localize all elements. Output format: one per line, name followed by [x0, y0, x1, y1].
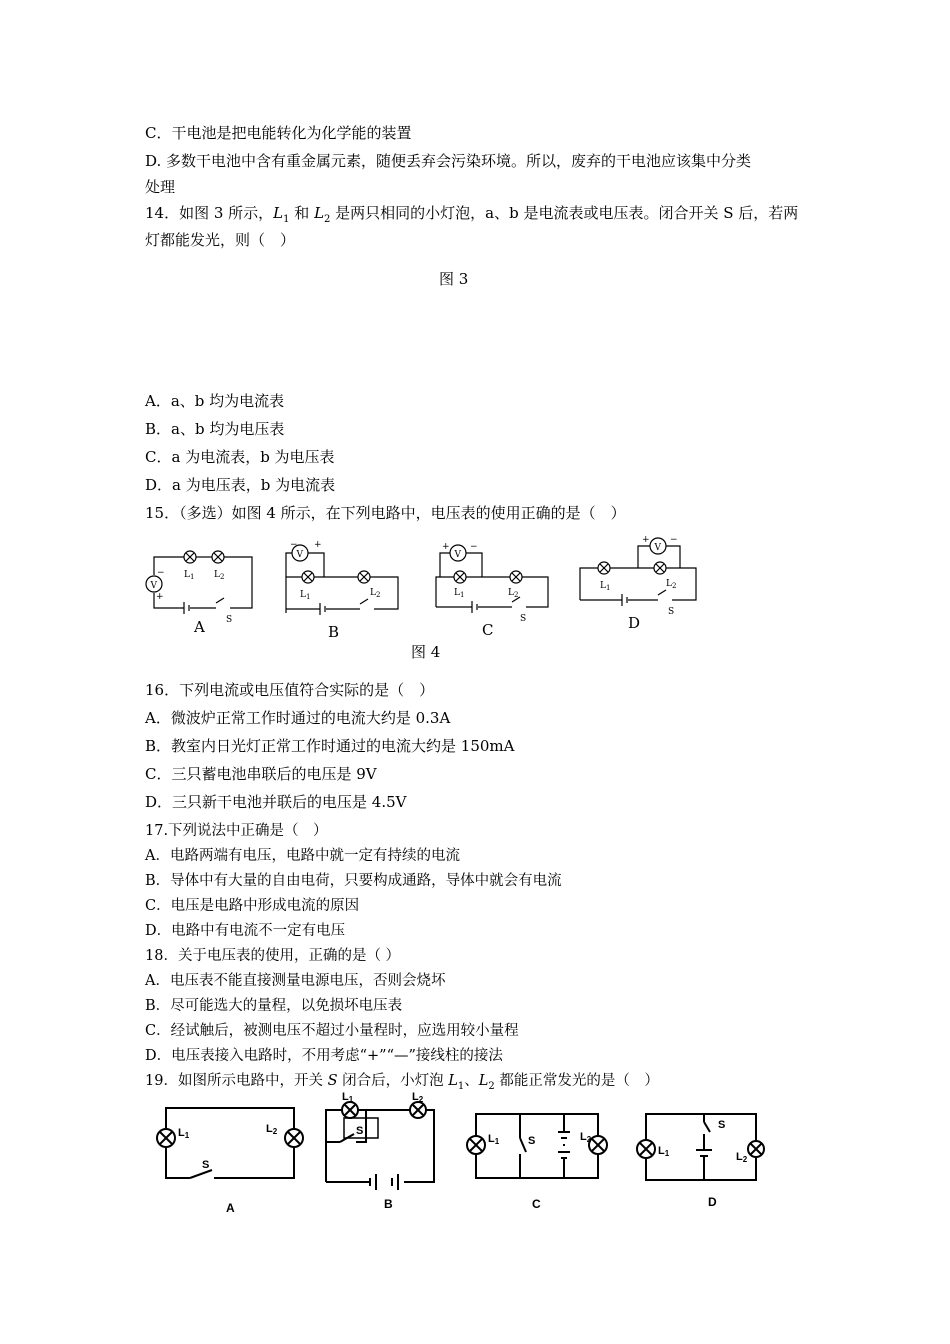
q17-option-b: B．导体中有大量的自由电荷，只要构成通路，导体中就会有电流 [145, 873, 562, 889]
q19-b-letter: B [384, 1197, 393, 1211]
q14-stem: 14．如图 3 所示，$L_1$ 和 $L_2$ 是两只相同的小灯泡，a、b 是电流表或电压表。闭合开关 S 后，若两 [145, 204, 799, 225]
figure-4-circuit-d [572, 530, 707, 636]
q16-stem: 16．下列电流或电压值符合实际的是（ ） [145, 681, 435, 699]
svg-text:L1: L1 [342, 1091, 354, 1104]
meter-label: V [296, 550, 303, 560]
figure-4-circuit-a [140, 535, 270, 635]
svg-text:S: S [356, 1125, 364, 1137]
circuit-d-letter: D [628, 614, 641, 632]
svg-text:−: − [670, 535, 678, 545]
svg-text:S: S [718, 1119, 726, 1131]
q19-c-letter: C [532, 1197, 541, 1211]
q18-option-a: A．电压表不能直接测量电源电压，否则会烧坏 [145, 973, 446, 989]
meter-label: V [454, 550, 461, 560]
figure-4-caption: 图 4 [411, 643, 441, 661]
svg-text:L2: $L_2$ [214, 570, 225, 581]
svg-text:S: S [528, 1135, 536, 1147]
figure-4-circuit-c [428, 535, 558, 641]
svg-text:−: − [470, 542, 478, 552]
svg-text:L2: $L_2$ [370, 588, 381, 599]
svg-text:−: − [290, 540, 298, 550]
q18-option-d: D．电压表接入电路时，不用考虑“+”“—”接线柱的接法 [145, 1048, 503, 1064]
svg-text:L1: L1 [178, 1127, 190, 1140]
svg-text:S: S [668, 607, 675, 617]
q15-stem: 15．（多选）如图 4 所示，在下列电路中，电压表的使用正确的是（ ） [145, 504, 626, 522]
figure-3-caption: 图 3 [439, 270, 469, 288]
circuit-b-letter: B [328, 623, 340, 641]
q19-a-letter: A [226, 1201, 235, 1215]
svg-text:S: S [202, 1159, 210, 1171]
q16-option-d: D．三只新干电池并联后的电压是 4.5V [145, 793, 407, 811]
svg-text:S: S [226, 615, 233, 625]
q18-stem: 18．关于电压表的使用，正确的是（ ） [145, 948, 401, 964]
svg-text:L1: $L_1$ [184, 570, 195, 581]
q19-circuit-b [318, 1090, 448, 1214]
svg-text:L1: $L_1$ [300, 590, 311, 601]
q13-option-c: C．干电池是把电能转化为化学能的装置 [145, 124, 412, 142]
q19-circuit-a [150, 1098, 310, 1218]
svg-text:L1: L1 [658, 1145, 670, 1158]
circuit-c-letter: C [482, 621, 494, 639]
q19-circuit-d [632, 1108, 772, 1214]
q13-option-d-line2: 处理 [145, 178, 176, 196]
q17-option-a: A．电路两端有电压，电路中就一定有持续的电流 [145, 848, 460, 864]
svg-text:+: + [156, 592, 164, 602]
q18-option-b: B．尽可能选大的量程，以免损坏电压表 [145, 998, 403, 1014]
q16-option-c: C．三只蓄电池串联后的电压是 9V [145, 765, 377, 783]
q16-option-b: B．教室内日光灯正常工作时通过的电流大约是 150mA [145, 737, 515, 755]
svg-text:S: S [520, 614, 527, 624]
svg-text:+: + [442, 542, 450, 552]
q17-option-c: C．电压是电路中形成电流的原因 [145, 898, 360, 914]
q17-stem: 17.下列说法中正确是（ ） [145, 823, 328, 839]
q13-option-d-line1: D. 多数干电池中含有重金属元素，随便丢弃会污染环境。所以，废弃的干电池应该集中分类 [145, 152, 752, 170]
q14-option-b: B．a、b 均为电压表 [145, 420, 285, 438]
svg-text:L2: $L_2$ [508, 588, 519, 599]
svg-text:L2: L2 [580, 1131, 592, 1144]
q19-circuit-c [464, 1108, 614, 1216]
svg-text:L2: L2 [412, 1091, 424, 1104]
q19-stem: 19．如图所示电路中，开关 S 闭合后，小灯泡 $L_1$、$L_2$ 都能正常发光的是（ ） [145, 1073, 659, 1092]
q16-option-a: A．微波炉正常工作时通过的电流大约是 0.3A [145, 709, 451, 727]
svg-text:L1: $L_1$ [454, 588, 465, 599]
q14-option-a: A．a、b 均为电流表 [145, 392, 285, 410]
q14-option-c: C．a 为电流表，b 为电压表 [145, 448, 335, 466]
svg-text:L1: L1 [488, 1133, 500, 1146]
meter-label: V [150, 581, 157, 591]
svg-text:L2: L2 [736, 1151, 748, 1164]
q18-option-c: C．经试触后，被测电压不超过小量程时，应选用较小量程 [145, 1023, 519, 1039]
circuit-a-letter: A [194, 618, 205, 635]
meter-label: V [654, 543, 661, 553]
svg-text:−: − [157, 568, 165, 578]
q17-option-d: D．电路中有电流不一定有电压 [145, 923, 346, 939]
svg-text:L1: $L_1$ [600, 581, 611, 592]
svg-text:+: + [642, 535, 650, 545]
svg-text:L2: $L_2$ [666, 579, 677, 590]
svg-text:+: + [314, 540, 322, 550]
q19-d-letter: D [708, 1195, 717, 1209]
figure-4-circuit-b [278, 535, 408, 641]
svg-text:L2: L2 [266, 1123, 278, 1136]
q14-stem-line2: 灯都能发光，则（ ） [145, 231, 296, 249]
q14-option-d: D．a 为电压表，b 为电流表 [145, 476, 336, 494]
